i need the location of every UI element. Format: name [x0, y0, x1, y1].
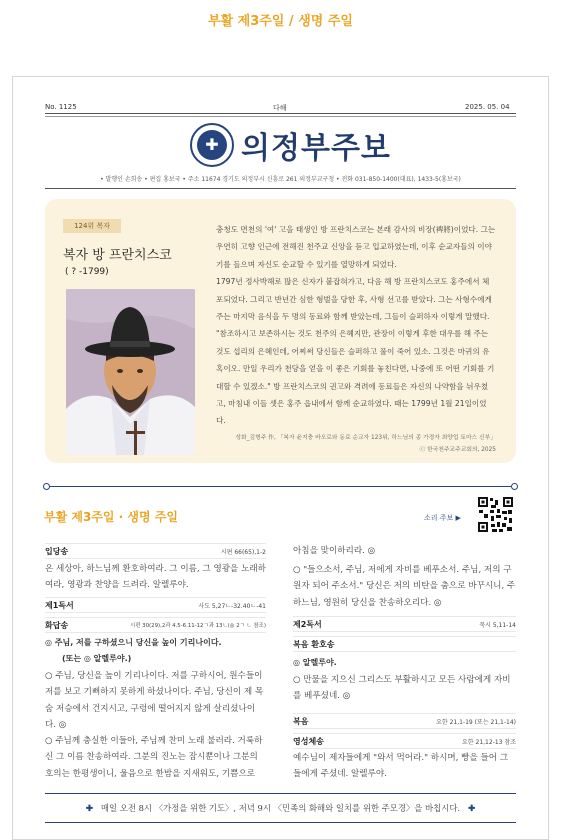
gospel-ref: 요한 21,1-19 (또는 21,1-14): [436, 719, 516, 726]
first-reading-label: 제1독서: [45, 601, 74, 610]
acclamation-response: ◎ 알렐루야.: [293, 658, 337, 667]
artwork-credit: 성화_김형주 作, 「복자 윤지충 바오로와 동료 순교자 123위, 하느님의 종 가경자 최양업 토마스 신부」: [235, 435, 496, 441]
footer-divider: [45, 793, 516, 794]
first-reading-header: [45, 597, 266, 613]
entrance-antiphon-label: 입당송: [45, 547, 69, 556]
top-divider: [45, 113, 516, 117]
saint-years: ( ? -1799): [65, 267, 109, 277]
gospel-acclamation-header: [293, 636, 516, 652]
header-divider: [45, 188, 516, 190]
communion-antiphon-ref: 요한 21,12-13 참조: [462, 739, 516, 746]
divider-dot: [43, 483, 50, 490]
first-reading-ref: 사도 5,27ㄴ-32.40ㄴ-41: [198, 603, 266, 610]
psalm-response-alt: (또는 ◎ 알렐루야.): [62, 654, 132, 663]
saint-portrait: [66, 289, 195, 455]
gospel-acclamation-label: 복음 환호송: [293, 640, 335, 649]
issue-date: 2025. 05. 04: [465, 103, 510, 111]
section-title: 부활 제3주일 · 생명 주일: [44, 510, 178, 524]
cross-icon: ✚: [468, 803, 476, 813]
psalm-verse: ○ "들으소서, 주님, 저에게 자비를 베푸소서. 주님, 저의 구원자 되어 주소서." 당신은 저의 비탄을 춤으로 바꾸시니, 주 하느님, 영원히 당신을 찬송하오리다. ◎: [293, 565, 516, 608]
psalm-verse: ○ 주님, 당신을 높이 기리나이다. 저를 구하시어, 원수들이 저를 보고 기뻐하지 못하게 하셨나이다. 주님, 당신이 제 목숨 저승에서 건지시고, 구렁에 떨어지지 않게 살리셨나이다. ◎: [45, 671, 264, 730]
entrance-antiphon-ref: 시편 66(65),1-2: [220, 549, 266, 556]
communion-antiphon-label: 영성체송: [293, 737, 324, 746]
entrance-antiphon-header: [45, 543, 266, 559]
saint-name: 복자 방 프란치스코: [63, 248, 172, 263]
copyright-notice: ⓒ 한국천주교주교회의, 2025: [419, 447, 496, 453]
masthead: [190, 122, 391, 168]
communion-antiphon-header: [293, 733, 516, 749]
psalm-label: 화답송: [45, 621, 69, 630]
gospel-header: [293, 713, 516, 729]
masthead-title: 의정부주보: [241, 131, 391, 166]
psalm-verse: ○ 주님께 충실한 이들아, 주님께 찬미 노래 불러라. 거룩하신 그 이름 찬송하여라. 그분의 진노는 잠시뿐이나 그분의 호의는 한평생이니, 울음으로 한밤을 지새워도, 기쁨으로: [45, 736, 263, 779]
gospel-label: 복음: [293, 717, 309, 726]
psalm-response: ◎ 주님, 저를 구하셨으니 당신을 높이 기리나이다.: [45, 638, 222, 647]
saint-tag: 124위 복자: [63, 219, 121, 233]
section-divider: [50, 486, 511, 487]
second-reading-header: [293, 616, 516, 632]
acclamation-verse: ○ 만물을 지으신 그리스도 부활하시고 모든 사람에게 자비를 베푸셨네. ◎: [293, 675, 511, 702]
liturgical-year: 다해: [273, 104, 287, 112]
cross-icon: ✚: [85, 803, 93, 813]
publisher-line: • 발행인 손희송 • 편집 홍보국 • 주소 11674 경기도 의정부시 신흥로 261 의정부교구청 • 전화 031-850-1400(대표), 1433-5(홍보국): [100, 176, 461, 183]
footer-divider: [45, 822, 516, 823]
saint-caption: [216, 432, 496, 456]
saint-paragraph: 충청도 면천의 '여' 고을 태생인 방 프란치스코는 본래 감사의 비장(裨將)이었다. 그는 우연히 고향 인근에 전해진 천주교 신앙을 듣고 입교하였는데, 이후 순교자들의 이야기를 들으며 자신도 순교할 수 있기를 열망하게 되었다.: [216, 225, 496, 269]
communion-antiphon-text: 예수님이 제자들에게 "와서 먹어라." 하시며, 빵을 들어 그들에게 주셨네. 알렐루야.: [293, 753, 509, 780]
divider-dot: [511, 483, 518, 490]
saint-paragraph: 1797년 정사박해로 많은 신자가 붙잡혀가고, 다음 해 방 프란치스코도 홍주에서 체포되었다. 그리고 반년간 심한 형벌을 당한 후, 사형 선고를 받았다. 그는 사형수에게 주는 마지막 음식을 두 명의 동료와 함께 받았는데, 그들이 슬퍼하자 이렇게 말했다. "참조하시고 보존하시는 것도 천주의 은혜지만, 관장이 이렇게 후한 대우를 해 주는 것도 섭리의 은혜인데, 어찌써 당신들은 슬퍼하고 풀이 죽어 있소. 그것은 마귀의 유혹이오. 만일 우리가 천당을 얻을 이 좋은 기회를 놓친다면, 나중에 또 어떤 기회를 기대할 수 있겠소." 방 프란치스코의 권고와 격려에 동료들은 자신의 나약함을 뉘우쳤고, 마침내 이들 셋은 홍주 읍내에서 함께 순교하였다. 때는 1799년 1월 21일이었다.: [216, 277, 495, 426]
diocese-seal-icon: ✚: [190, 123, 234, 167]
issue-number: No. 1125: [45, 103, 77, 111]
audio-bulletin-link[interactable]: 소리 주보 ▶: [424, 514, 461, 522]
saint-biography: [216, 221, 496, 430]
psalm-ref: 시편 30(29),2과 4.5-6.11-12ㄱ과 13ㄴ(◎ 2ㄱ ㄴ 참조): [130, 623, 266, 629]
page-heading: 부활 제3주일 / 생명 주일: [208, 14, 353, 29]
entrance-antiphon-text: 온 세상아, 하느님께 환호하여라. 그 이름, 그 영광을 노래하여라, 영광과 찬양을 드려라. 알렐루야.: [45, 564, 266, 591]
psalm-verse-continued: 아침을 맞이하리라. ◎: [293, 546, 376, 556]
second-reading-label: 제2독서: [293, 620, 322, 629]
qr-code-icon[interactable]: [477, 496, 514, 533]
psalm-header: [45, 617, 266, 633]
second-reading-ref: 묵시 5,11-14: [479, 622, 516, 629]
prayer-reminder: [45, 802, 516, 814]
prayer-reminder-text: 매일 오전 8시 〈가정을 위한 기도〉, 저녁 9시 〈민족의 화해와 일치를 위한 주모경〉을 바칩시다.: [100, 803, 461, 813]
